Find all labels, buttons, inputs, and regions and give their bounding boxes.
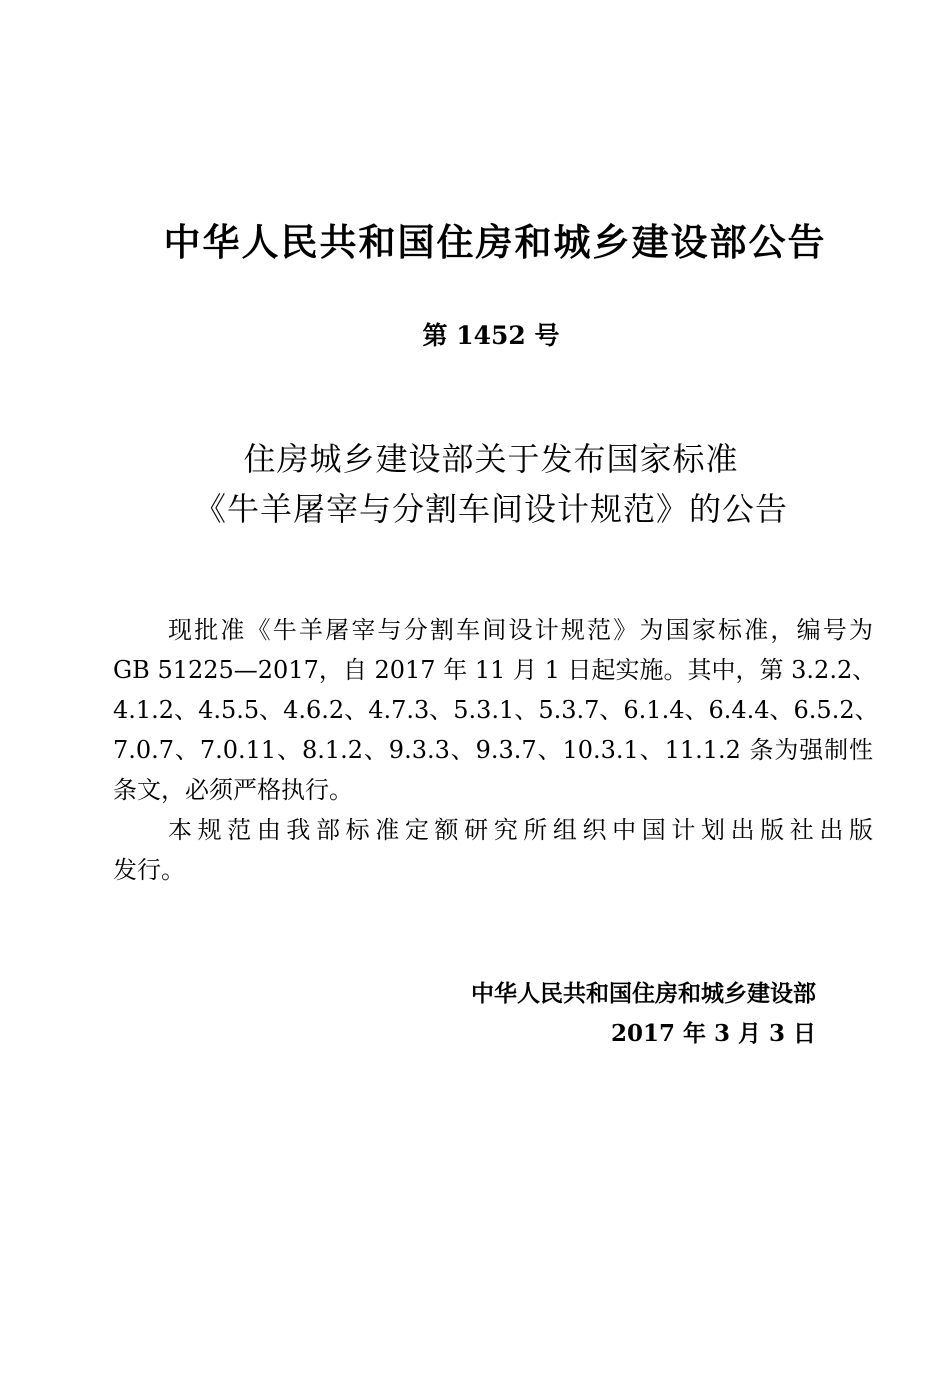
issuer-title: 中华人民共和国住房和城乡建设部公告 <box>163 221 827 264</box>
body-line: 现批准《牛羊屠宰与分割车间设计规范》为国家标准，编号为 <box>168 616 873 644</box>
body-line: 条文，必须严格执行。 <box>113 776 353 804</box>
body-line: 4.1.2、4.5.5、4.6.2、4.7.3、5.3.1、5.3.7、6.1.4、6.4.4、6.5.2、 <box>113 696 879 724</box>
signature-date: 2017 年 3 月 3 日 <box>610 1020 816 1047</box>
announcement-subtitle-line2: 《牛羊屠宰与分割车间设计规范》的公告 <box>193 490 788 528</box>
body-line: 本规范由我部标准定额研究所组织中国计划出版社出版 <box>168 816 873 844</box>
announcement-number: 第 1452 号 <box>422 321 560 350</box>
announcement-subtitle-line1: 住房城乡建设部关于发布国家标准 <box>243 440 739 478</box>
signature-organization: 中华人民共和国住房和城乡建设部 <box>471 981 816 1007</box>
body-line: GB 51225—2017，自 2017 年 11 月 1 日起实施。其中，第 3.2.2、 <box>113 656 877 684</box>
body-line: 发行。 <box>113 856 185 884</box>
body-line: 7.0.7、7.0.11、8.1.2、9.3.3、9.3.7、10.3.1、11.1.2 条为强制性 <box>113 736 873 764</box>
